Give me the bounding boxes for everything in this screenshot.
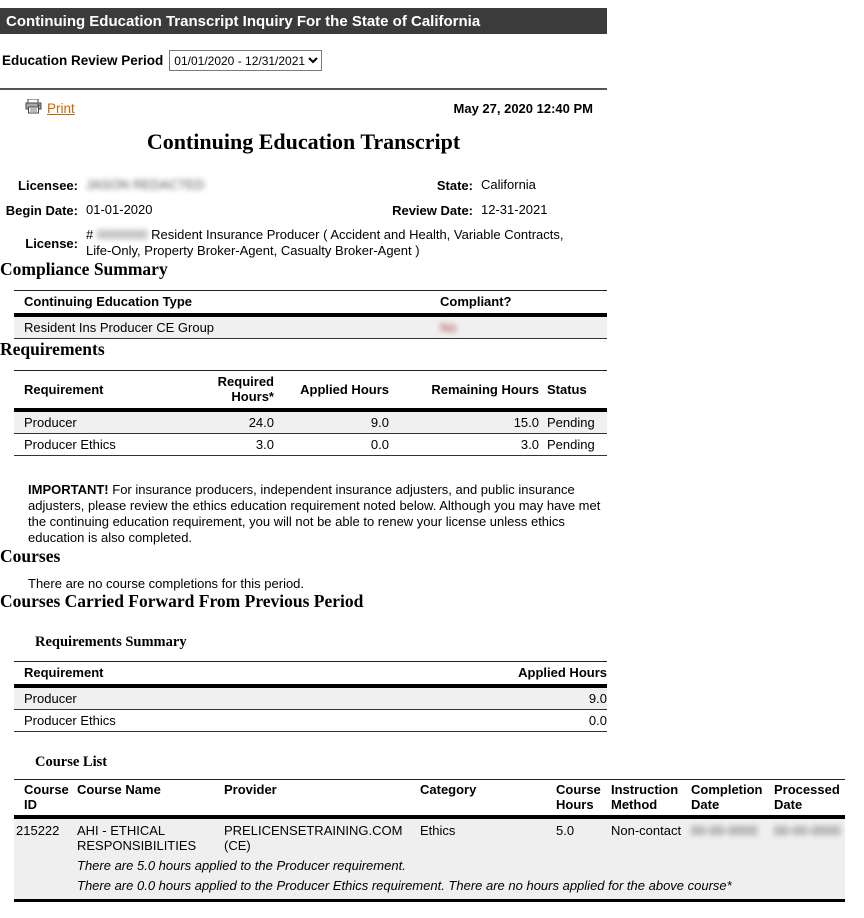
col-required-hours: Required Hours* xyxy=(174,371,274,411)
page-header-bar xyxy=(0,8,607,34)
licensee-label: Licensee: xyxy=(18,177,78,193)
begin-date-label: Begin Date: xyxy=(5,202,78,218)
course-note-row xyxy=(14,874,845,901)
course-note-row xyxy=(14,854,845,874)
req-name: Producer Ethics xyxy=(14,434,174,456)
license-hash: # xyxy=(86,227,94,242)
review-date-value: 12-31-2021 xyxy=(481,202,548,217)
table-row xyxy=(14,710,607,732)
table-row xyxy=(14,817,845,854)
col-course-hours: Course Hours xyxy=(556,780,611,818)
course-note: There are 0.0 hours applied to the Producer Ethics requirement. There are no hours applied for the above course* xyxy=(62,874,845,901)
course-category: Ethics xyxy=(420,823,456,838)
col-provider: Provider xyxy=(224,780,420,818)
table-row xyxy=(14,434,607,456)
carried-forward-heading: Courses Carried Forward From Previous Period xyxy=(0,591,364,611)
begin-date-value: 01-01-2020 xyxy=(86,202,153,217)
licensee-name-redacted: JASON REDACTED xyxy=(86,177,205,192)
compliant-value-redacted: No xyxy=(440,320,457,335)
important-note-text: For insurance producers, independent insurance adjusters, and public insurance adjusters, please review the ethics education requirement noted below. Although you may have met the continuing education requirement, you will not be able to renew your license unless ethics education is also completed. xyxy=(28,482,601,545)
top-divider xyxy=(0,88,607,90)
print-label[interactable]: Print xyxy=(47,100,75,116)
req-name: Producer Ethics xyxy=(14,710,497,732)
req-applied: 9.0 xyxy=(497,686,607,710)
course-method: Non-contact xyxy=(611,823,682,838)
requirements-heading: Requirements xyxy=(0,339,105,359)
col-category: Category xyxy=(420,780,556,818)
req-status: Pending xyxy=(539,434,607,456)
col-remaining-hours: Remaining Hours xyxy=(389,371,539,411)
report-title: Continuing Education Transcript xyxy=(146,129,461,154)
review-period-select[interactable] xyxy=(169,50,322,71)
col-requirement: Requirement xyxy=(14,662,497,687)
course-provider: PRELICENSETRAINING.COM (CE) xyxy=(224,823,403,853)
course-name: AHI - ETHICAL RESPONSIBILITIES xyxy=(77,823,197,853)
state-label: State: xyxy=(436,177,473,193)
req-remaining: 3.0 xyxy=(389,434,539,456)
req-required: 3.0 xyxy=(174,434,274,456)
col-status: Status xyxy=(539,371,607,411)
req-name: Producer xyxy=(14,410,174,434)
license-number-redacted: 0000000 xyxy=(96,227,148,242)
col-applied-hours: Applied Hours xyxy=(497,662,607,687)
print-button[interactable] xyxy=(25,99,75,117)
compliance-summary-table xyxy=(14,290,607,339)
courses-empty-text: There are no course completions for this period. xyxy=(28,576,305,591)
page-header-title: Continuing Education Transcript Inquiry For the State of California xyxy=(6,12,481,30)
courses-heading: Courses xyxy=(0,546,61,566)
table-row xyxy=(14,410,607,434)
completion-date-redacted: 00-00-0000 xyxy=(691,823,758,838)
license-value xyxy=(78,227,600,259)
col-course-name: Course Name xyxy=(62,780,224,818)
print-row xyxy=(0,99,607,117)
important-note-bold: IMPORTANT! xyxy=(28,482,109,497)
ce-type-value: Resident Ins Producer CE Group xyxy=(14,315,440,339)
course-note: There are 5.0 hours applied to the Producer requirement. xyxy=(77,858,406,873)
course-hours: 5.0 xyxy=(556,823,575,838)
col-ce-type: Continuing Education Type xyxy=(14,291,440,316)
printer-icon xyxy=(25,99,42,117)
requirements-summary-table xyxy=(14,661,607,732)
review-date-label: Review Date: xyxy=(392,202,473,218)
important-note xyxy=(28,482,606,546)
review-period-row xyxy=(2,50,864,71)
col-applied-hours: Applied Hours xyxy=(274,371,389,411)
processed-date-redacted: 00-00-0000 xyxy=(774,823,841,838)
review-period-label: Education Review Period xyxy=(2,53,164,68)
requirements-table xyxy=(14,370,607,456)
col-completion-date: Completion Date xyxy=(691,780,774,818)
license-types: Resident Insurance Producer ( Accident and Health, Variable Contracts, Life-Only, Property Broker-Agent, Casualty Broker-Agent ) xyxy=(86,227,564,258)
req-required: 24.0 xyxy=(174,410,274,434)
requirements-summary-heading: Requirements Summary xyxy=(35,634,187,650)
compliance-summary-heading: Compliance Summary xyxy=(0,259,168,279)
req-name: Producer xyxy=(14,686,497,710)
course-list-heading: Course List xyxy=(35,754,108,770)
req-applied: 0.0 xyxy=(274,434,389,456)
req-remaining: 15.0 xyxy=(389,410,539,434)
col-requirement: Requirement xyxy=(14,371,174,411)
req-status: Pending xyxy=(539,410,607,434)
table-row xyxy=(14,686,607,710)
licensee-info-grid xyxy=(0,177,600,259)
col-processed-date: Processed Date xyxy=(774,780,845,818)
col-compliant: Compliant? xyxy=(440,291,607,316)
table-row xyxy=(14,315,607,339)
req-applied: 9.0 xyxy=(274,410,389,434)
col-course-id: Course ID xyxy=(14,780,62,818)
course-list-table xyxy=(14,779,845,902)
report-timestamp: May 27, 2020 12:40 PM xyxy=(453,100,593,116)
license-label: License: xyxy=(25,235,78,251)
state-value: California xyxy=(481,177,536,192)
course-id: 215222 xyxy=(16,823,60,838)
col-instruction-method: Instruction Method xyxy=(611,780,691,818)
req-applied: 0.0 xyxy=(497,710,607,732)
